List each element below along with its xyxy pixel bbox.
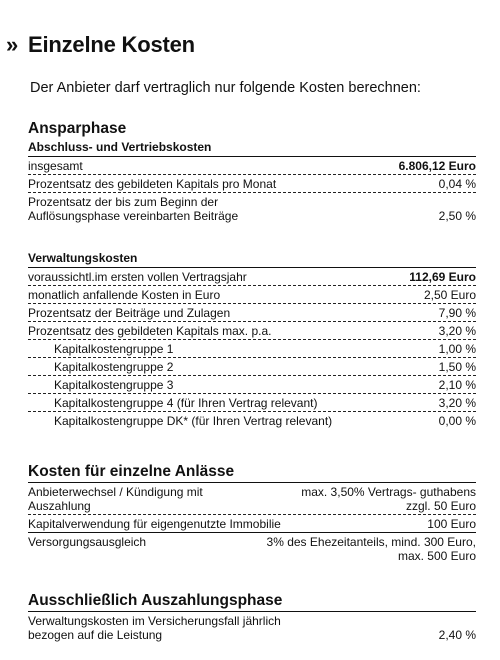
page-header bbox=[6, 32, 195, 58]
section-auszahlungsphase bbox=[28, 592, 476, 643]
row-label: Verwaltungskosten im Versicherungsfall jährlich bezogen auf die Leistung bbox=[28, 614, 281, 642]
row-label: Kapitalkostengruppe 3 bbox=[54, 378, 174, 392]
row-value: 2,40 % bbox=[438, 628, 476, 642]
row-label: Kapitalkostengruppe 1 bbox=[54, 342, 174, 356]
row-label: Kapitalkostengruppe 4 (für Ihren Vertrag relevant) bbox=[54, 396, 318, 410]
cost-row bbox=[28, 515, 476, 533]
row-value: 2,50 Euro bbox=[423, 288, 476, 302]
row-label: monatlich anfallende Kosten in Euro bbox=[28, 288, 221, 302]
cost-row bbox=[28, 376, 476, 394]
section-ansparphase bbox=[28, 120, 476, 224]
row-label: insgesamt bbox=[28, 159, 83, 173]
row-label: Versorgungsausgleich bbox=[28, 535, 147, 549]
section-verwaltungskosten bbox=[28, 250, 476, 429]
row-label: Prozentsatz der Beiträge und Zulagen bbox=[28, 306, 231, 320]
row-value: 6.806,12 Euro bbox=[398, 159, 476, 173]
cost-row bbox=[28, 483, 476, 515]
row-value: 1,00 % bbox=[438, 342, 476, 356]
cost-row bbox=[28, 394, 476, 412]
row-value: 2,10 % bbox=[438, 378, 476, 392]
cost-row bbox=[28, 286, 476, 304]
cost-row bbox=[28, 175, 476, 193]
row-label: Prozentsatz des gebildeten Kapitals pro Monat bbox=[28, 177, 277, 191]
row-value: 3% des Ehezeitanteils, mind. 300 Euro, max. 500 Euro bbox=[266, 535, 476, 563]
section-title: Kosten für einzelne Anlässe bbox=[28, 463, 476, 483]
row-value: 1,50 % bbox=[438, 360, 476, 374]
row-label: Kapitalkostengruppe 2 bbox=[54, 360, 174, 374]
section-einzelne-anlaesse bbox=[28, 463, 476, 564]
row-value: 7,90 % bbox=[438, 306, 476, 320]
cost-row bbox=[28, 304, 476, 322]
cost-row bbox=[28, 322, 476, 340]
cost-row bbox=[28, 533, 476, 564]
row-value: 100 Euro bbox=[427, 517, 476, 531]
row-label: Anbieterwechsel / Kündigung mit Auszahlung bbox=[28, 485, 203, 513]
subsection-title: Abschluss- und Vertriebskosten bbox=[28, 140, 476, 157]
cost-row bbox=[28, 358, 476, 376]
row-value: 0,04 % bbox=[438, 177, 476, 191]
row-label: Prozentsatz der bis zum Beginn der Auflösungsphase vereinbarten Beiträge bbox=[28, 195, 239, 223]
page-title: Einzelne Kosten bbox=[28, 32, 195, 57]
row-value: 2,50 % bbox=[438, 209, 476, 223]
row-value: 3,20 % bbox=[438, 396, 476, 410]
cost-row bbox=[28, 268, 476, 286]
row-label: Kapitalverwendung für eigengenutzte Immobilie bbox=[28, 517, 281, 531]
subsection-title: Verwaltungskosten bbox=[28, 251, 476, 268]
intro-text: Der Anbieter darf vertraglich nur folgende Kosten berechnen: bbox=[30, 80, 421, 96]
row-value: max. 3,50% Vertrags- guthabens zzgl. 50 Euro bbox=[301, 485, 476, 513]
cost-row bbox=[28, 412, 476, 429]
section-title: Ansparphase bbox=[28, 120, 127, 137]
row-value: 3,20 % bbox=[438, 324, 476, 338]
cost-row bbox=[28, 193, 476, 224]
row-label: Prozentsatz des gebildeten Kapitals max. p.a. bbox=[28, 324, 272, 338]
row-value: 112,69 Euro bbox=[409, 270, 476, 284]
section-title: Ausschließlich Auszahlungsphase bbox=[28, 592, 476, 612]
row-label: voraussichtl.im ersten vollen Vertragsjahr bbox=[28, 270, 247, 284]
cost-row bbox=[28, 340, 476, 358]
chevron-right-icon: » bbox=[6, 32, 16, 57]
cost-row bbox=[28, 612, 476, 643]
cost-row bbox=[28, 157, 476, 175]
row-value: 0,00 % bbox=[438, 414, 476, 428]
row-label: Kapitalkostengruppe DK* (für Ihren Vertrag relevant) bbox=[54, 414, 333, 428]
